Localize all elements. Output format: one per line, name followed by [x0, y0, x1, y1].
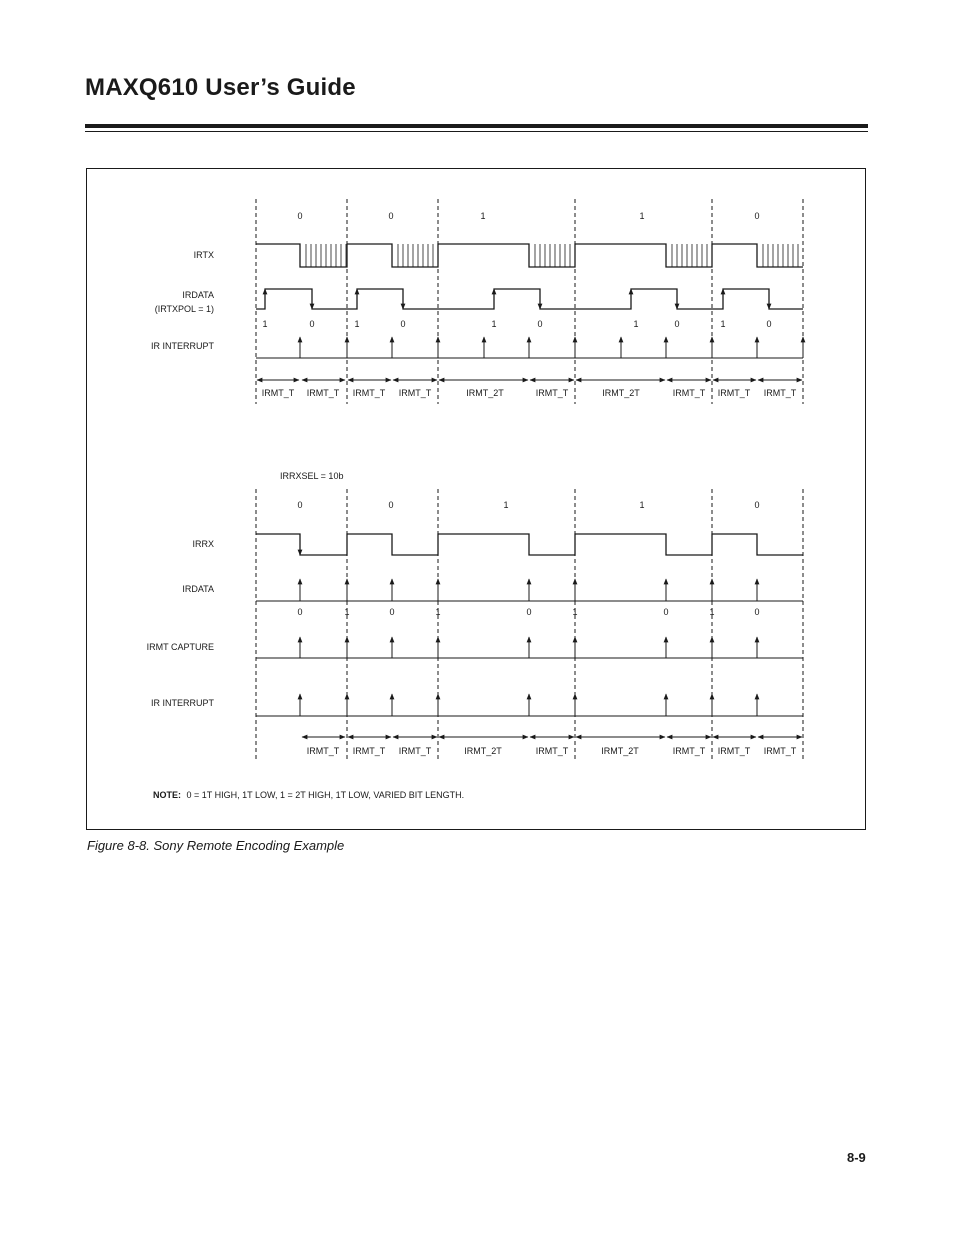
top-bit-label: 1	[480, 211, 486, 221]
figure-frame	[86, 168, 866, 830]
irdata-level-label: 0	[766, 319, 772, 329]
top-bit-label: 0	[388, 211, 394, 221]
irdata-signal-label-bottom: IRDATA	[182, 584, 214, 594]
irdata-level-label: 1	[435, 607, 441, 617]
interval-label: IRMT_T	[352, 388, 386, 398]
interval-label: IRMT_2T	[464, 746, 502, 756]
irdata-level-label: 1	[491, 319, 497, 329]
irdata-level-label: 1	[344, 607, 350, 617]
header-rule-thin	[85, 131, 868, 132]
irdata-waveform-top	[256, 289, 803, 309]
irdata-level-label: 0	[537, 319, 543, 329]
interval-label: IRMT_2T	[466, 388, 504, 398]
document-title: MAXQ610 User’s Guide	[85, 74, 356, 101]
header-rule-thick	[85, 124, 868, 128]
bottom-bit-label: 1	[639, 500, 645, 510]
irtx-signal-label: IRTX	[193, 250, 214, 260]
interval-label: IRMT_T	[398, 388, 432, 398]
interval-label: IRMT_T	[535, 746, 569, 756]
irdata-level-label: 0	[400, 319, 406, 329]
note	[153, 790, 464, 800]
interval-label: IRMT_T	[535, 388, 569, 398]
interval-label: IRMT_T	[672, 746, 706, 756]
bottom-bit-label: 0	[388, 500, 394, 510]
timing-diagram	[87, 169, 867, 831]
irtx-waveform	[256, 244, 803, 267]
interval-label: IRMT_T	[306, 746, 340, 756]
irdata-level-label: 0	[297, 607, 303, 617]
interval-label: IRMT_T	[352, 746, 386, 756]
top-bit-label: 0	[297, 211, 303, 221]
irrxsel-label: IRRXSEL = 10b	[280, 471, 344, 481]
irdata-level-label: 1	[572, 607, 578, 617]
note-text: 0 = 1T HIGH, 1T LOW, 1 = 2T HIGH, 1T LOW, VARIED BIT LENGTH.	[186, 790, 465, 800]
interval-label: IRMT_T	[398, 746, 432, 756]
interval-label: IRMT_T	[763, 746, 797, 756]
irdata-level-label: 1	[633, 319, 639, 329]
irdata-level-label: 0	[309, 319, 315, 329]
irmt-capture-label: IRMT CAPTURE	[146, 642, 214, 652]
note-label: NOTE:	[153, 790, 181, 800]
top-bit-label: 1	[639, 211, 645, 221]
irdata-level-label: 0	[526, 607, 532, 617]
bottom-bit-label: 1	[503, 500, 509, 510]
irdata-level-label: 0	[674, 319, 680, 329]
bottom-bit-label: 0	[297, 500, 303, 510]
irdata-level-label: 1	[720, 319, 726, 329]
bottom-bit-label: 0	[754, 500, 760, 510]
irrx-waveform	[256, 534, 803, 555]
irdata-level-label: 0	[663, 607, 669, 617]
irdata-level-label: 1	[354, 319, 360, 329]
interval-label: IRMT_2T	[602, 388, 640, 398]
interval-label: IRMT_T	[717, 388, 751, 398]
irrx-signal-label: IRRX	[192, 539, 214, 549]
irtxpol-label: (IRTXPOL = 1)	[154, 304, 214, 314]
ir-interrupt-label-bottom: IR INTERRUPT	[151, 698, 214, 708]
irdata-signal-label: IRDATA	[182, 290, 214, 300]
interval-label: IRMT_2T	[601, 746, 639, 756]
interval-label: IRMT_T	[672, 388, 706, 398]
interval-label: IRMT_T	[306, 388, 340, 398]
irdata-level-label: 1	[709, 607, 715, 617]
irdata-level-label: 1	[262, 319, 268, 329]
interval-label: IRMT_T	[261, 388, 295, 398]
interval-label: IRMT_T	[763, 388, 797, 398]
top-bit-label: 0	[754, 211, 760, 221]
page-number: 8-9	[847, 1150, 866, 1165]
figure-caption: Figure 8-8. Sony Remote Encoding Example	[87, 838, 345, 853]
ir-interrupt-label-top: IR INTERRUPT	[151, 341, 214, 351]
interval-label: IRMT_T	[717, 746, 751, 756]
irdata-level-label: 0	[754, 607, 760, 617]
irdata-level-label: 0	[389, 607, 395, 617]
